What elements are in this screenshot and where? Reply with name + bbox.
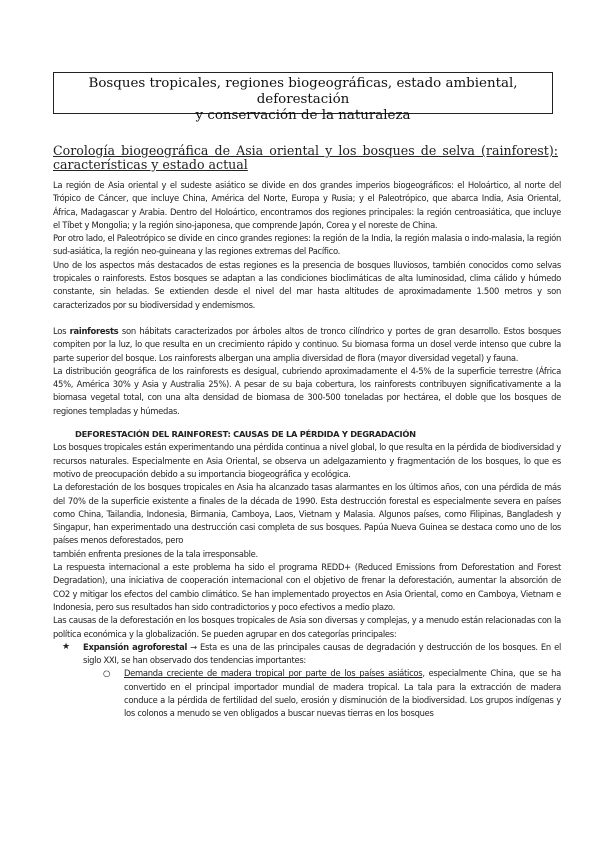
document-body — [53, 179, 561, 721]
rainforest-bold-term: rainforests — [69, 325, 119, 336]
intro-paragraph-1: La región de Asia oriental y el sudeste asiático se divide en dos grandes imperios biogeográficos: el Holoártico, al norte del Trópico de Cáncer, que incluye China, América del Norte, Europa y Rusia; y el Paleotrópico, que abarca India, Asia Oriental, África, Madagascar y Arabia. Dentro del Holoártico, encontramos dos regiones principales: la región centroasiática, que incluye el Tíbet y Mongolia; y la región sino-japonesa, que comprende Japón, Corea y el noreste de China. — [53, 180, 561, 230]
rainforest-paragraph-1 — [53, 325, 561, 365]
rainforest-pre-text: Los — [53, 325, 70, 336]
deforestation-paragraph-2b: también enfrenta presiones de la tala irresponsable. — [53, 548, 258, 559]
deforestation-paragraph-2: La deforestación de los bosques tropicales en Asia ha alcanzado tasas alarmantes en los últimos años, con una pérdida de más del 70% de la superficie existente a finales de la década de 1990. Esta destrucción forestal es especialmente severa en países como China, Tailandia, Indonesia, Birmania, Camboya, Laos, Vietnam y Malasia. Algunos países, como Filipinas, Bangladesh y Singapur, han experimentado una destrucción casi completa de sus bosques. Papúa Nueva Guinea se destaca como uno de los países menos deforestados, pero — [53, 482, 561, 546]
document-title-box — [53, 72, 553, 123]
document-title-line-1: Bosques tropicales, regiones biogeográficas, estado ambiental, deforestación — [88, 76, 518, 107]
deforestation-paragraph-4: Las causas de la deforestación en los bosques tropicales de Asia son diversas y complejas, y a menudo están relacionadas con la política económica y la globalización. Se pueden agrupar en dos categorías principales: — [53, 615, 561, 639]
bullet-bold-term: Expansión agroforestal — [83, 641, 188, 652]
document-title-line-2: y conservación de la naturaleza — [195, 108, 411, 123]
intro-paragraph-3: Uno de los aspectos más destacados de estas regiones es la presencia de bosques lluviosos, también conocidos como selvas tropicales o rainforests. Estos bosques se adaptan a las condiciones bioclimáticas de alta luminosidad, clima cálido y húmedo constante, sin heladas. Se extienden desde el nivel del mar hasta altitudes de aproximadamente 1.500 metros y son caracterizados por su biodiversidad y endemismos. — [53, 259, 561, 310]
sublist-item-demanda — [53, 667, 561, 720]
list-item-agroforestal — [53, 641, 561, 668]
subbullet-underlined-text: Demanda creciente de madera tropical por parte de los países asiáticos — [124, 668, 423, 679]
deforestation-heading: DEFORESTACIÓN DEL RAINFOREST: CAUSAS DE LA PÉRDIDA Y DEGRADACIÓN — [75, 429, 416, 440]
circle-bullet-icon: ○ — [103, 668, 111, 679]
rainforest-paragraph-2: La distribución geográfica de los rainforests es desigual, cubriendo aproximadamente el 4-5% de la superficie terrestre (África 45%, América 30% y Asia y Australia 25%). A pesar de su baja cobertura, los rainforests contribuyen significativamente a la biomasa vegetal total, con una alta densidad de biomasa de 300-500 toneladas por hectárea, el doble que los bosques de regiones templadas y húmedas. — [53, 365, 561, 416]
deforestation-paragraph-3: La respuesta internacional a este problema ha sido el programa REDD+ (Reduced Emissions from Deforestation and Forest Degradation), una iniciativa de cooperación internacional con el objetivo de frenar la deforestación, aumentar la absorción de CO2 y mitigar los efectos del cambio climático. Se han implementado proyectos en Asia Oriental, como en Camboya, Vietnam e Indonesia, pero sus resultados han sido contradictorios y poco efectivos a medio plazo. — [53, 562, 561, 612]
intro-paragraph-2: Por otro lado, el Paleotrópico se divide en cinco grandes regiones: la región de la India, la región malasia o indo-malasia, la región sud-asiática, la región neo-guineana y las regiones extremas del Pacífico. — [53, 233, 562, 257]
deforestation-paragraph-1: Los bosques tropicales están experimentando una pérdida continua a nivel global, lo que resulta en la pérdida de biodiversidad y recursos naturales. Especialmente en Asia Oriental, se observa un adelgazamiento y fragmentación de los bosques, lo que es motivo de preocupación debido a su importancia biogeográfica y ecológica. — [53, 442, 561, 479]
rainforest-text: son hábitats caracterizados por árboles altos de tronco cilíndrico y portes de gran desarrollo. Estos bosques compiten por la luz, lo que resulta en un crecimiento rápido y continuo. Su biomasa forma un dosel verde intenso que cubre la parte superior del bosque. Los rainforests albergan una amplia diversidad de flora (mayor diversidad vegetal) y fauna. — [53, 325, 561, 363]
subbullet-text: , especialmente China, que se ha convertido en el principal importador mundial de madera tropical. La tala para la extracción de madera conduce a la pérdida de fertilidad del suelo, erosión y disminución de la biodiversidad. Los grupos indígenas y los colonos a menudo se ven obligados a buscar nuevas tierras en los bosques — [124, 668, 562, 719]
section-heading: Corología biogeográfica de Asia oriental y los bosques de selva (rainforest): características y estado actual — [53, 143, 558, 172]
star-bullet-icon: ★ — [62, 641, 70, 652]
bullet-text: → Esta es una de las principales causas de degradación y destrucción de los bosques. En el siglo XXI, se han observado dos tendencias importantes: — [83, 641, 562, 666]
paragraph-gap — [53, 312, 561, 325]
